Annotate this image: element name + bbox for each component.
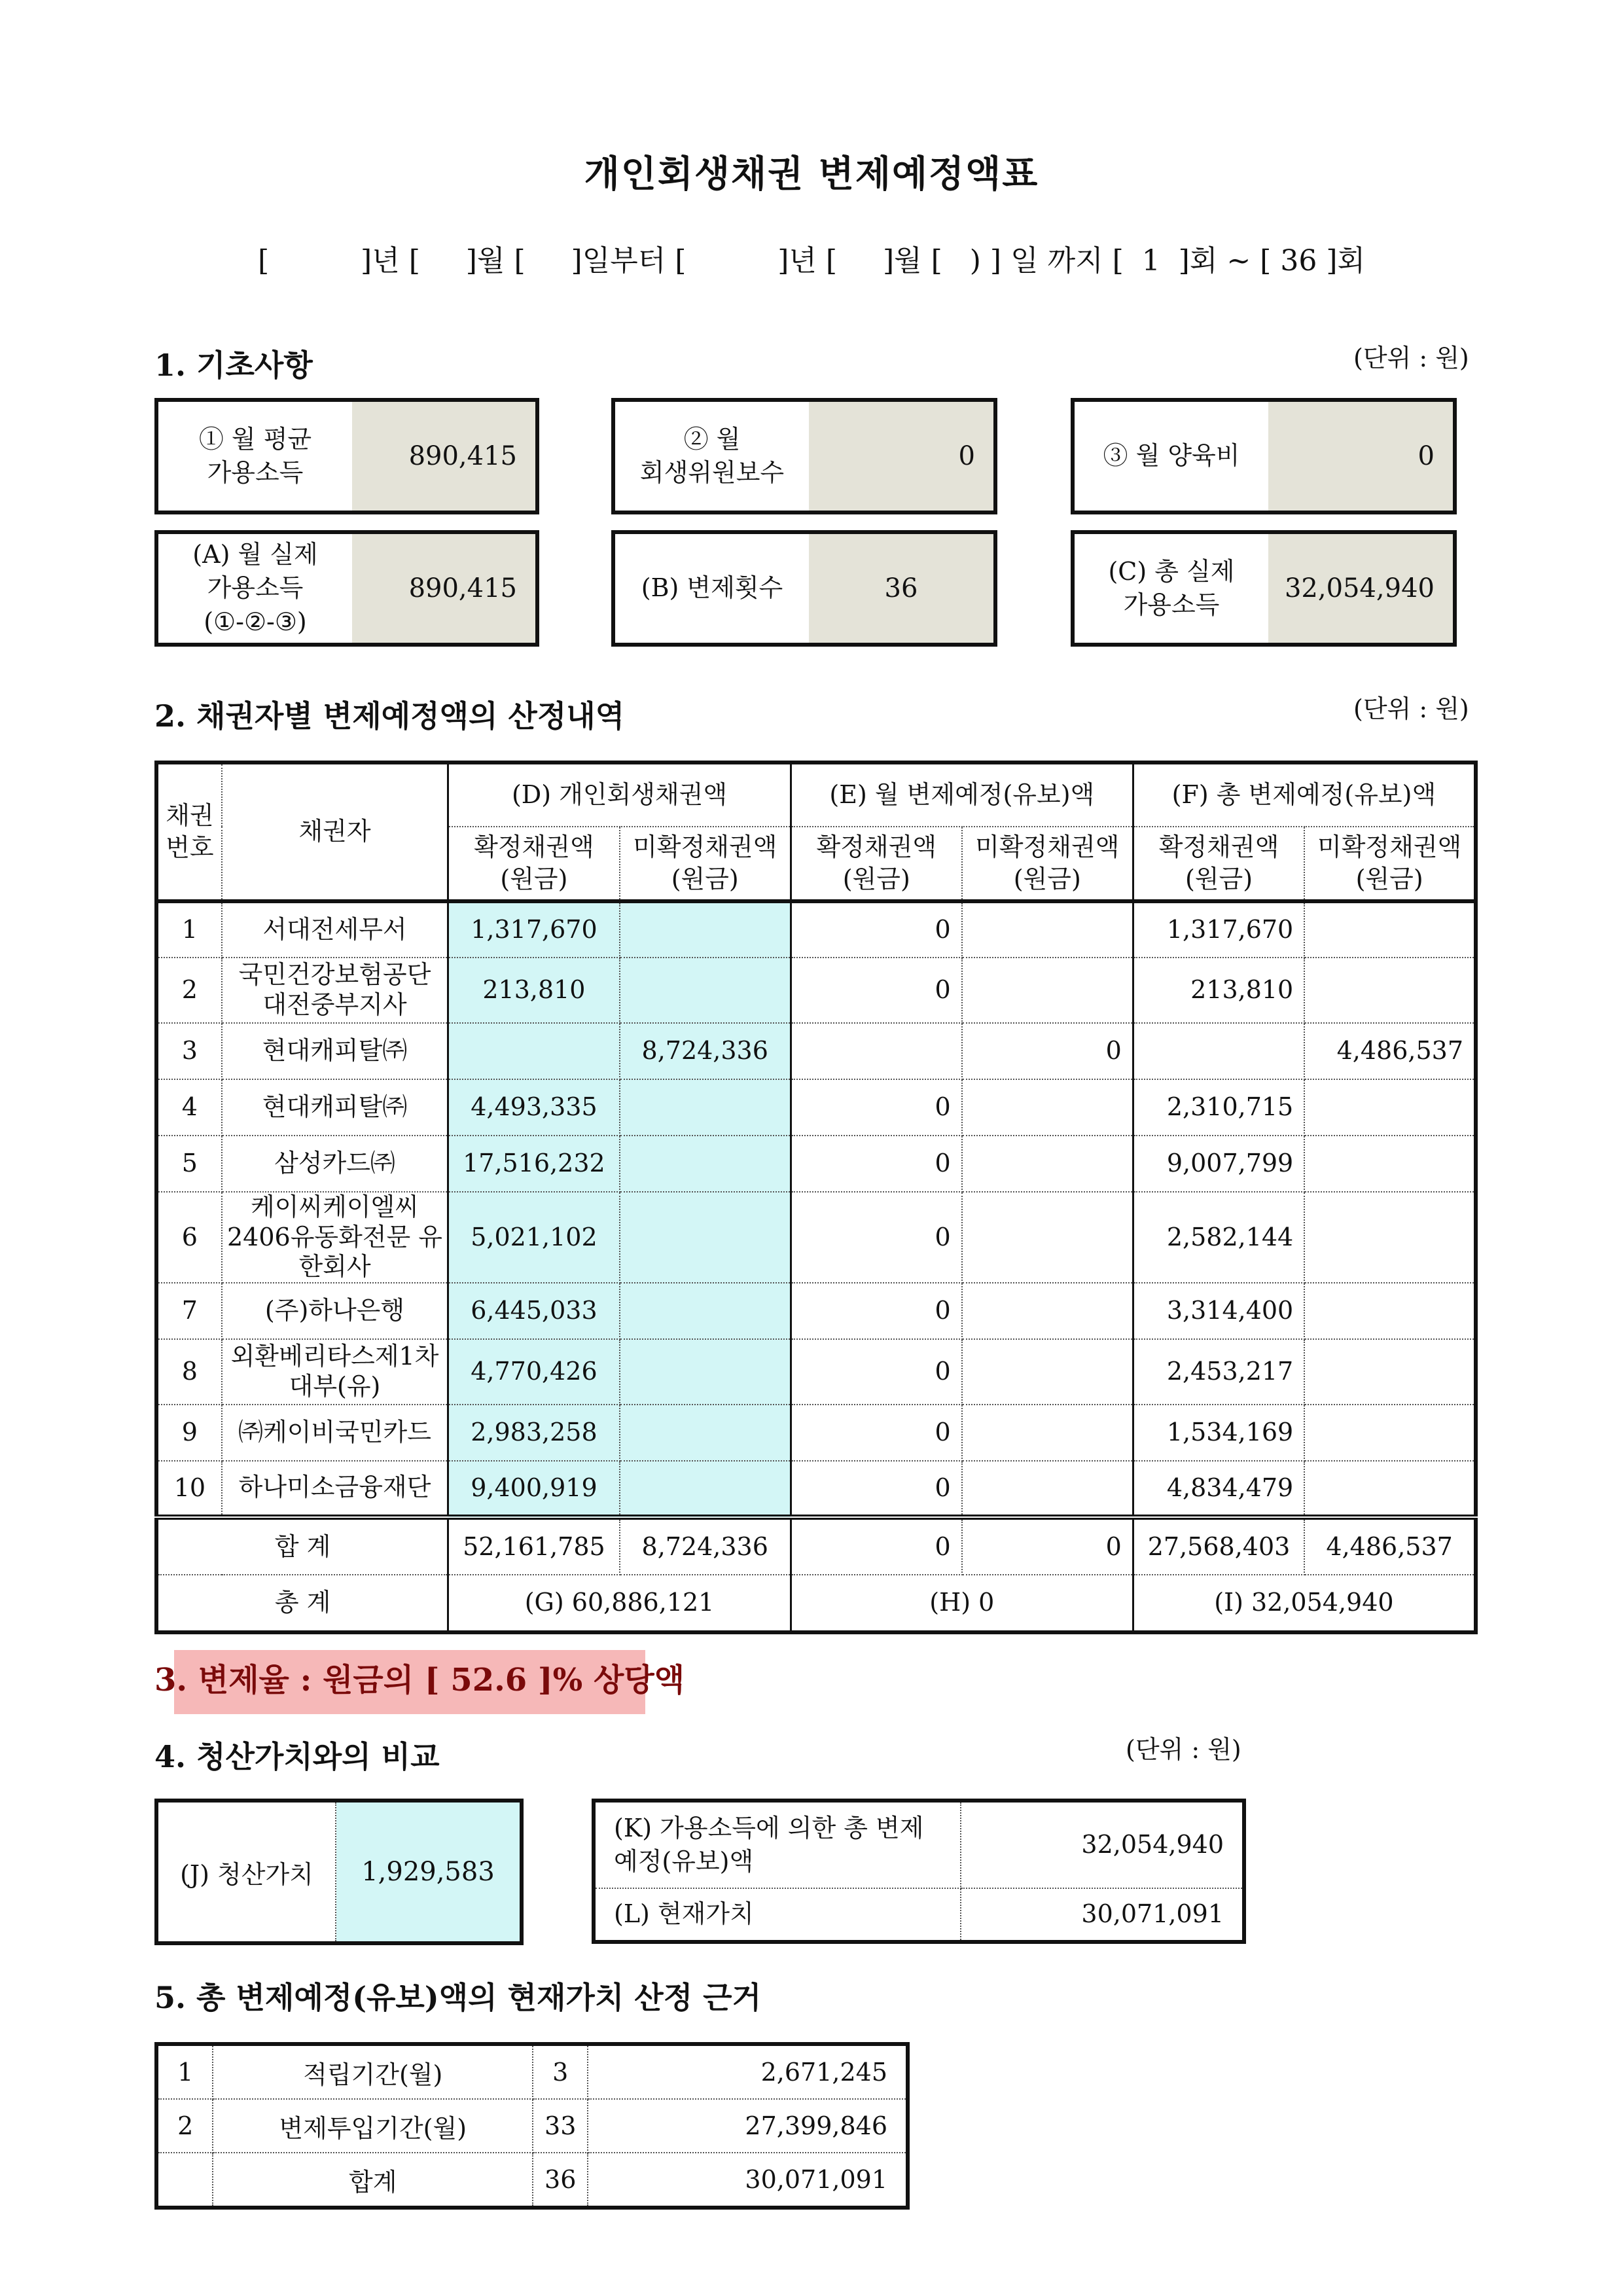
header-creditor: 채권자 <box>222 762 448 901</box>
cell-e-conf: 0 <box>791 901 961 958</box>
actual-income-value: 890,415 <box>352 534 535 643</box>
cell-e-conf: 0 <box>791 1079 961 1136</box>
cell-e-conf <box>791 1023 961 1079</box>
creditor-rows <box>156 901 1476 1517</box>
creditor-table <box>154 761 1478 1634</box>
cell-f-conf: 213,810 <box>1133 958 1304 1023</box>
table-row <box>156 1339 1476 1405</box>
table-row <box>156 1461 1476 1517</box>
section4-unit: (단위 : 원) <box>1126 1735 1241 1764</box>
table-row <box>156 1405 1476 1461</box>
cell-f-unconf <box>1304 1136 1476 1192</box>
child-support-box <box>1071 398 1457 514</box>
header-group-d: (D) 개인회생채권액 <box>448 762 791 827</box>
cell-no: 8 <box>156 1339 222 1405</box>
monthly-income-box <box>154 398 539 514</box>
cell-f-unconf <box>1304 1461 1476 1517</box>
sum-f-unconfirmed: 4,486,537 <box>1304 1517 1476 1575</box>
total-income-label: (C) 총 실제 가용소득 <box>1075 534 1268 643</box>
pv-row2-amount: 27,399,846 <box>588 2099 908 2153</box>
cell-f-unconf <box>1304 958 1476 1023</box>
cell-no: 10 <box>156 1461 222 1517</box>
sum-e-unconfirmed: 0 <box>962 1517 1133 1575</box>
page-title: 개인회생채권 변제예정액표 <box>584 152 1039 196</box>
header-d-unconfirmed: 미확정채권액 (원금) <box>620 827 791 901</box>
pv-total-no <box>156 2153 213 2208</box>
cell-d-unconf <box>620 1405 791 1461</box>
cell-creditor: 현대캐피탈㈜ <box>222 1079 448 1136</box>
table-row <box>156 958 1476 1023</box>
section4-heading: 4. 청산가치와의 비교 <box>154 1739 440 1774</box>
period-line: [ ]년 [ ]월 [ ]일부터 [ ]년 [ ]월 [ ) ] 일 까지 [ 1 ]회 ~ [ 36 ]회 <box>258 244 1365 278</box>
pv-total-amount: 30,071,091 <box>588 2153 908 2208</box>
child-support-label: ③ 월 양육비 <box>1075 402 1268 511</box>
cell-no: 4 <box>156 1079 222 1136</box>
cell-e-conf: 0 <box>791 1339 961 1405</box>
liquidation-value-label: (J) 청산가치 <box>158 1803 336 1941</box>
pv-total-label: 합계 <box>213 2153 533 2208</box>
k-label: (K) 가용소득에 의한 총 변제 예정(유보)액 <box>594 1801 961 1888</box>
cell-e-unconf: 0 <box>962 1023 1133 1079</box>
cell-f-unconf <box>1304 1079 1476 1136</box>
k-value: 32,054,940 <box>961 1801 1244 1888</box>
cell-e-unconf <box>962 1192 1133 1283</box>
actual-income-box <box>154 530 539 647</box>
pv-row2-label: 변제투입기간(월) <box>213 2099 533 2153</box>
cell-e-unconf <box>962 1079 1133 1136</box>
cell-no: 1 <box>156 901 222 958</box>
header-d-confirmed: 확정채권액 (원금) <box>448 827 620 901</box>
cell-e-unconf <box>962 958 1133 1023</box>
header-e-unconfirmed: 미확정채권액 (원금) <box>962 827 1133 901</box>
monthly-income-value: 890,415 <box>352 402 535 511</box>
cell-e-unconf <box>962 1136 1133 1192</box>
section5-heading: 5. 총 변제예정(유보)액의 현재가치 산정 근거 <box>154 1980 762 2015</box>
installments-label: (B) 변제횟수 <box>615 534 809 643</box>
cell-creditor: 현대캐피탈㈜ <box>222 1023 448 1079</box>
total-i: (I) 32,054,940 <box>1133 1575 1476 1632</box>
cell-f-conf: 2,310,715 <box>1133 1079 1304 1136</box>
cell-e-unconf <box>962 1405 1133 1461</box>
header-group-e: (E) 월 변제예정(유보)액 <box>791 762 1133 827</box>
installments-value: 36 <box>809 534 993 643</box>
cell-f-unconf <box>1304 1283 1476 1339</box>
monthly-income-label: ① 월 평균 가용소득 <box>158 402 352 511</box>
table-row <box>156 1079 1476 1136</box>
l-value: 30,071,091 <box>961 1888 1244 1942</box>
cell-f-conf: 2,582,144 <box>1133 1192 1304 1283</box>
cell-f-unconf <box>1304 901 1476 958</box>
section2-heading: 2. 채권자별 변제예정액의 산정내역 <box>154 698 625 734</box>
cell-d-conf <box>448 1023 620 1079</box>
cell-d-unconf <box>620 958 791 1023</box>
sum-label: 합 계 <box>156 1517 448 1575</box>
cell-no: 9 <box>156 1405 222 1461</box>
cell-f-conf: 1,534,169 <box>1133 1405 1304 1461</box>
pv-row1-months: 3 <box>533 2044 588 2099</box>
cell-f-conf: 1,317,670 <box>1133 901 1304 958</box>
cell-no: 2 <box>156 958 222 1023</box>
l-label: (L) 현재가치 <box>594 1888 961 1942</box>
cell-f-conf: 2,453,217 <box>1133 1339 1304 1405</box>
cell-d-unconf <box>620 901 791 958</box>
cell-d-unconf <box>620 1192 791 1283</box>
cell-e-conf: 0 <box>791 1461 961 1517</box>
cell-f-conf: 4,834,479 <box>1133 1461 1304 1517</box>
cell-d-conf: 5,021,102 <box>448 1192 620 1283</box>
total-label: 총 계 <box>156 1575 448 1632</box>
liquidation-value: 1,929,583 <box>336 1803 520 1941</box>
cell-no: 5 <box>156 1136 222 1192</box>
cell-f-unconf <box>1304 1192 1476 1283</box>
section2-unit: (단위 : 원) <box>1353 694 1469 723</box>
cell-e-conf: 0 <box>791 1283 961 1339</box>
cell-creditor: 국민건강보험공단 대전중부지사 <box>222 958 448 1023</box>
sum-f-confirmed: 27,568,403 <box>1133 1517 1304 1575</box>
cell-creditor: 케이씨케이엘씨2406유동화전문 유한회사 <box>222 1192 448 1283</box>
total-income-box <box>1071 530 1457 647</box>
cell-e-conf: 0 <box>791 1192 961 1283</box>
cell-no: 3 <box>156 1023 222 1079</box>
cell-d-unconf <box>620 1461 791 1517</box>
cell-d-conf: 4,770,426 <box>448 1339 620 1405</box>
table-row <box>156 1023 1476 1079</box>
cell-no: 7 <box>156 1283 222 1339</box>
cell-creditor: ㈜케이비국민카드 <box>222 1405 448 1461</box>
cell-d-conf: 213,810 <box>448 958 620 1023</box>
cell-f-conf: 9,007,799 <box>1133 1136 1304 1192</box>
section1-heading: 1. 기초사항 <box>154 348 313 383</box>
header-e-confirmed: 확정채권액 (원금) <box>791 827 961 901</box>
table-row <box>156 901 1476 958</box>
actual-income-label: (A) 월 실제 가용소득 (①-②-③) <box>158 534 352 643</box>
cell-d-unconf <box>620 1079 791 1136</box>
cell-e-unconf <box>962 1461 1133 1517</box>
cell-e-unconf <box>962 901 1133 958</box>
cell-creditor: 서대전세무서 <box>222 901 448 958</box>
cell-d-unconf <box>620 1339 791 1405</box>
cell-f-conf <box>1133 1023 1304 1079</box>
pv-row1-label: 적립기간(월) <box>213 2044 533 2099</box>
cell-d-unconf <box>620 1283 791 1339</box>
header-f-unconfirmed: 미확정채권액 (원금) <box>1304 827 1476 901</box>
committee-fee-box <box>611 398 997 514</box>
section1-unit: (단위 : 원) <box>1353 344 1469 372</box>
cell-f-unconf <box>1304 1339 1476 1405</box>
cell-creditor: 외환베리타스제1차대부(유) <box>222 1339 448 1405</box>
cell-d-conf: 9,400,919 <box>448 1461 620 1517</box>
present-value-table <box>154 2042 910 2210</box>
table-row <box>156 1192 1476 1283</box>
pv-row1-no: 1 <box>156 2044 213 2099</box>
cell-f-unconf <box>1304 1405 1476 1461</box>
cell-f-conf: 3,314,400 <box>1133 1283 1304 1339</box>
cell-e-unconf <box>962 1283 1133 1339</box>
cell-d-conf: 6,445,033 <box>448 1283 620 1339</box>
child-support-value: 0 <box>1268 402 1453 511</box>
cell-d-unconf: 8,724,336 <box>620 1023 791 1079</box>
installments-box <box>611 530 997 647</box>
cell-d-conf: 2,983,258 <box>448 1405 620 1461</box>
cell-e-conf: 0 <box>791 1136 961 1192</box>
sum-d-confirmed: 52,161,785 <box>448 1517 620 1575</box>
committee-fee-label: ② 월 회생위원보수 <box>615 402 809 511</box>
total-h: (H) 0 <box>791 1575 1133 1632</box>
comparison-table <box>592 1799 1246 1944</box>
cell-e-conf: 0 <box>791 1405 961 1461</box>
cell-e-conf: 0 <box>791 958 961 1023</box>
total-g: (G) 60,886,121 <box>448 1575 791 1632</box>
cell-d-conf: 4,493,335 <box>448 1079 620 1136</box>
total-income-value: 32,054,940 <box>1268 534 1453 643</box>
cell-f-unconf: 4,486,537 <box>1304 1023 1476 1079</box>
table-row <box>156 1283 1476 1339</box>
cell-creditor: 하나미소금융재단 <box>222 1461 448 1517</box>
cell-e-unconf <box>962 1339 1133 1405</box>
pv-row2-no: 2 <box>156 2099 213 2153</box>
cell-d-unconf <box>620 1136 791 1192</box>
sum-e-confirmed: 0 <box>791 1517 961 1575</box>
pv-total-months: 36 <box>533 2153 588 2208</box>
cell-no: 6 <box>156 1192 222 1283</box>
cell-d-conf: 1,317,670 <box>448 901 620 958</box>
pv-row1-amount: 2,671,245 <box>588 2044 908 2099</box>
cell-d-conf: 17,516,232 <box>448 1136 620 1192</box>
header-no: 채권 번호 <box>156 762 222 901</box>
table-row <box>156 1136 1476 1192</box>
liquidation-value-box <box>154 1799 524 1945</box>
committee-fee-value: 0 <box>809 402 993 511</box>
cell-creditor: (주)하나은행 <box>222 1283 448 1339</box>
pv-row2-months: 33 <box>533 2099 588 2153</box>
repayment-rate: 3. 변제율 : 원금의 [ 52.6 ]% 상당액 <box>154 1662 685 1698</box>
header-f-confirmed: 확정채권액 (원금) <box>1133 827 1304 901</box>
sum-d-unconfirmed: 8,724,336 <box>620 1517 791 1575</box>
cell-creditor: 삼성카드㈜ <box>222 1136 448 1192</box>
header-group-f: (F) 총 변제예정(유보)액 <box>1133 762 1476 827</box>
